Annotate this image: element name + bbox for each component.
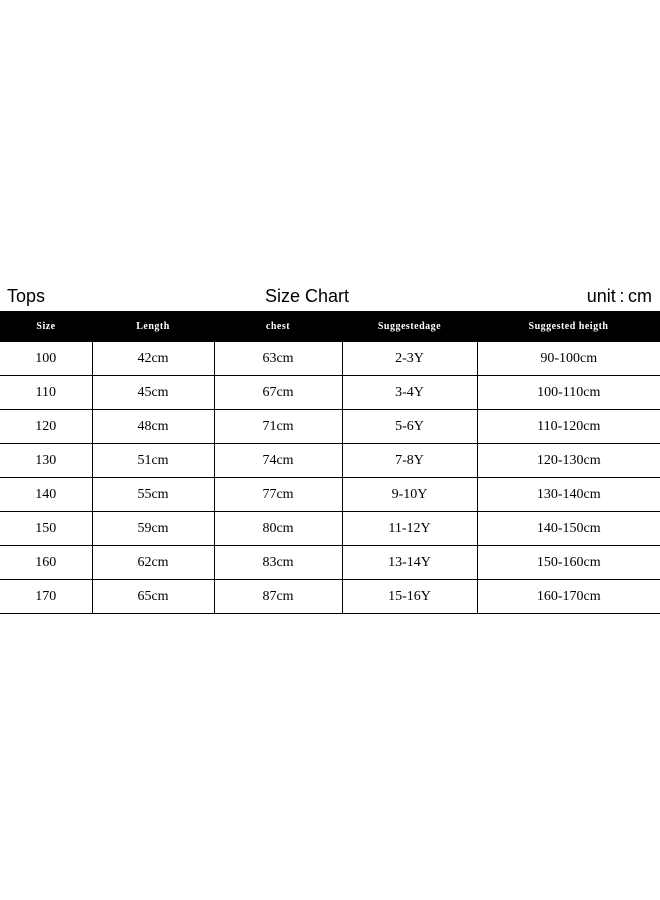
chart-title: Size Chart [265, 286, 350, 306]
cell-length: 65cm [92, 580, 214, 614]
cell-size: 130 [0, 444, 92, 478]
cell-size: 120 [0, 410, 92, 444]
cell-length: 59cm [92, 512, 214, 546]
cell-suggested-height: 130-140cm [477, 478, 660, 512]
column-header-size: Size [0, 311, 92, 342]
cell-size: 110 [0, 376, 92, 410]
cell-suggested-age: 7-8Y [342, 444, 477, 478]
column-header-chest: chest [214, 311, 342, 342]
cell-suggested-age: 5-6Y [342, 410, 477, 444]
cell-chest: 63cm [214, 342, 342, 376]
column-header-suggested-height: Suggested heigth [477, 311, 660, 342]
cell-suggested-age: 3-4Y [342, 376, 477, 410]
cell-length: 55cm [92, 478, 214, 512]
column-header-suggested-age: Suggestedage [342, 311, 477, 342]
unit-label: unit : cm [586, 286, 652, 306]
table-body [0, 342, 660, 614]
cell-length: 62cm [92, 546, 214, 580]
column-header-length: Length [92, 311, 214, 342]
cell-suggested-height: 150-160cm [477, 546, 660, 580]
cell-chest: 74cm [214, 444, 342, 478]
cell-length: 51cm [92, 444, 214, 478]
cell-suggested-age: 2-3Y [342, 342, 477, 376]
cell-size: 100 [0, 342, 92, 376]
header-row [0, 311, 660, 342]
cell-chest: 87cm [214, 580, 342, 614]
cell-size: 170 [0, 580, 92, 614]
table-row [0, 580, 660, 614]
cell-suggested-height: 100-110cm [477, 376, 660, 410]
table-row [0, 342, 660, 376]
cell-suggested-height: 120-130cm [477, 444, 660, 478]
table-row [0, 478, 660, 512]
cell-chest: 77cm [214, 478, 342, 512]
cell-size: 160 [0, 546, 92, 580]
table-row [0, 410, 660, 444]
table-header [0, 311, 660, 342]
size-chart-table [0, 311, 660, 614]
table-row [0, 444, 660, 478]
cell-suggested-age: 13-14Y [342, 546, 477, 580]
cell-suggested-age: 9-10Y [342, 478, 477, 512]
cell-chest: 67cm [214, 376, 342, 410]
cell-size: 150 [0, 512, 92, 546]
cell-length: 45cm [92, 376, 214, 410]
cell-length: 48cm [92, 410, 214, 444]
category-label: Tops [7, 286, 46, 306]
cell-length: 42cm [92, 342, 214, 376]
cell-suggested-age: 11-12Y [342, 512, 477, 546]
cell-suggested-height: 90-100cm [477, 342, 660, 376]
cell-size: 140 [0, 478, 92, 512]
cell-suggested-height: 140-150cm [477, 512, 660, 546]
cell-chest: 80cm [214, 512, 342, 546]
size-chart-title-row [0, 280, 660, 312]
cell-chest: 71cm [214, 410, 342, 444]
table-row [0, 376, 660, 410]
cell-suggested-age: 15-16Y [342, 580, 477, 614]
cell-chest: 83cm [214, 546, 342, 580]
cell-suggested-height: 160-170cm [477, 580, 660, 614]
cell-suggested-height: 110-120cm [477, 410, 660, 444]
table-row [0, 546, 660, 580]
table-row [0, 512, 660, 546]
